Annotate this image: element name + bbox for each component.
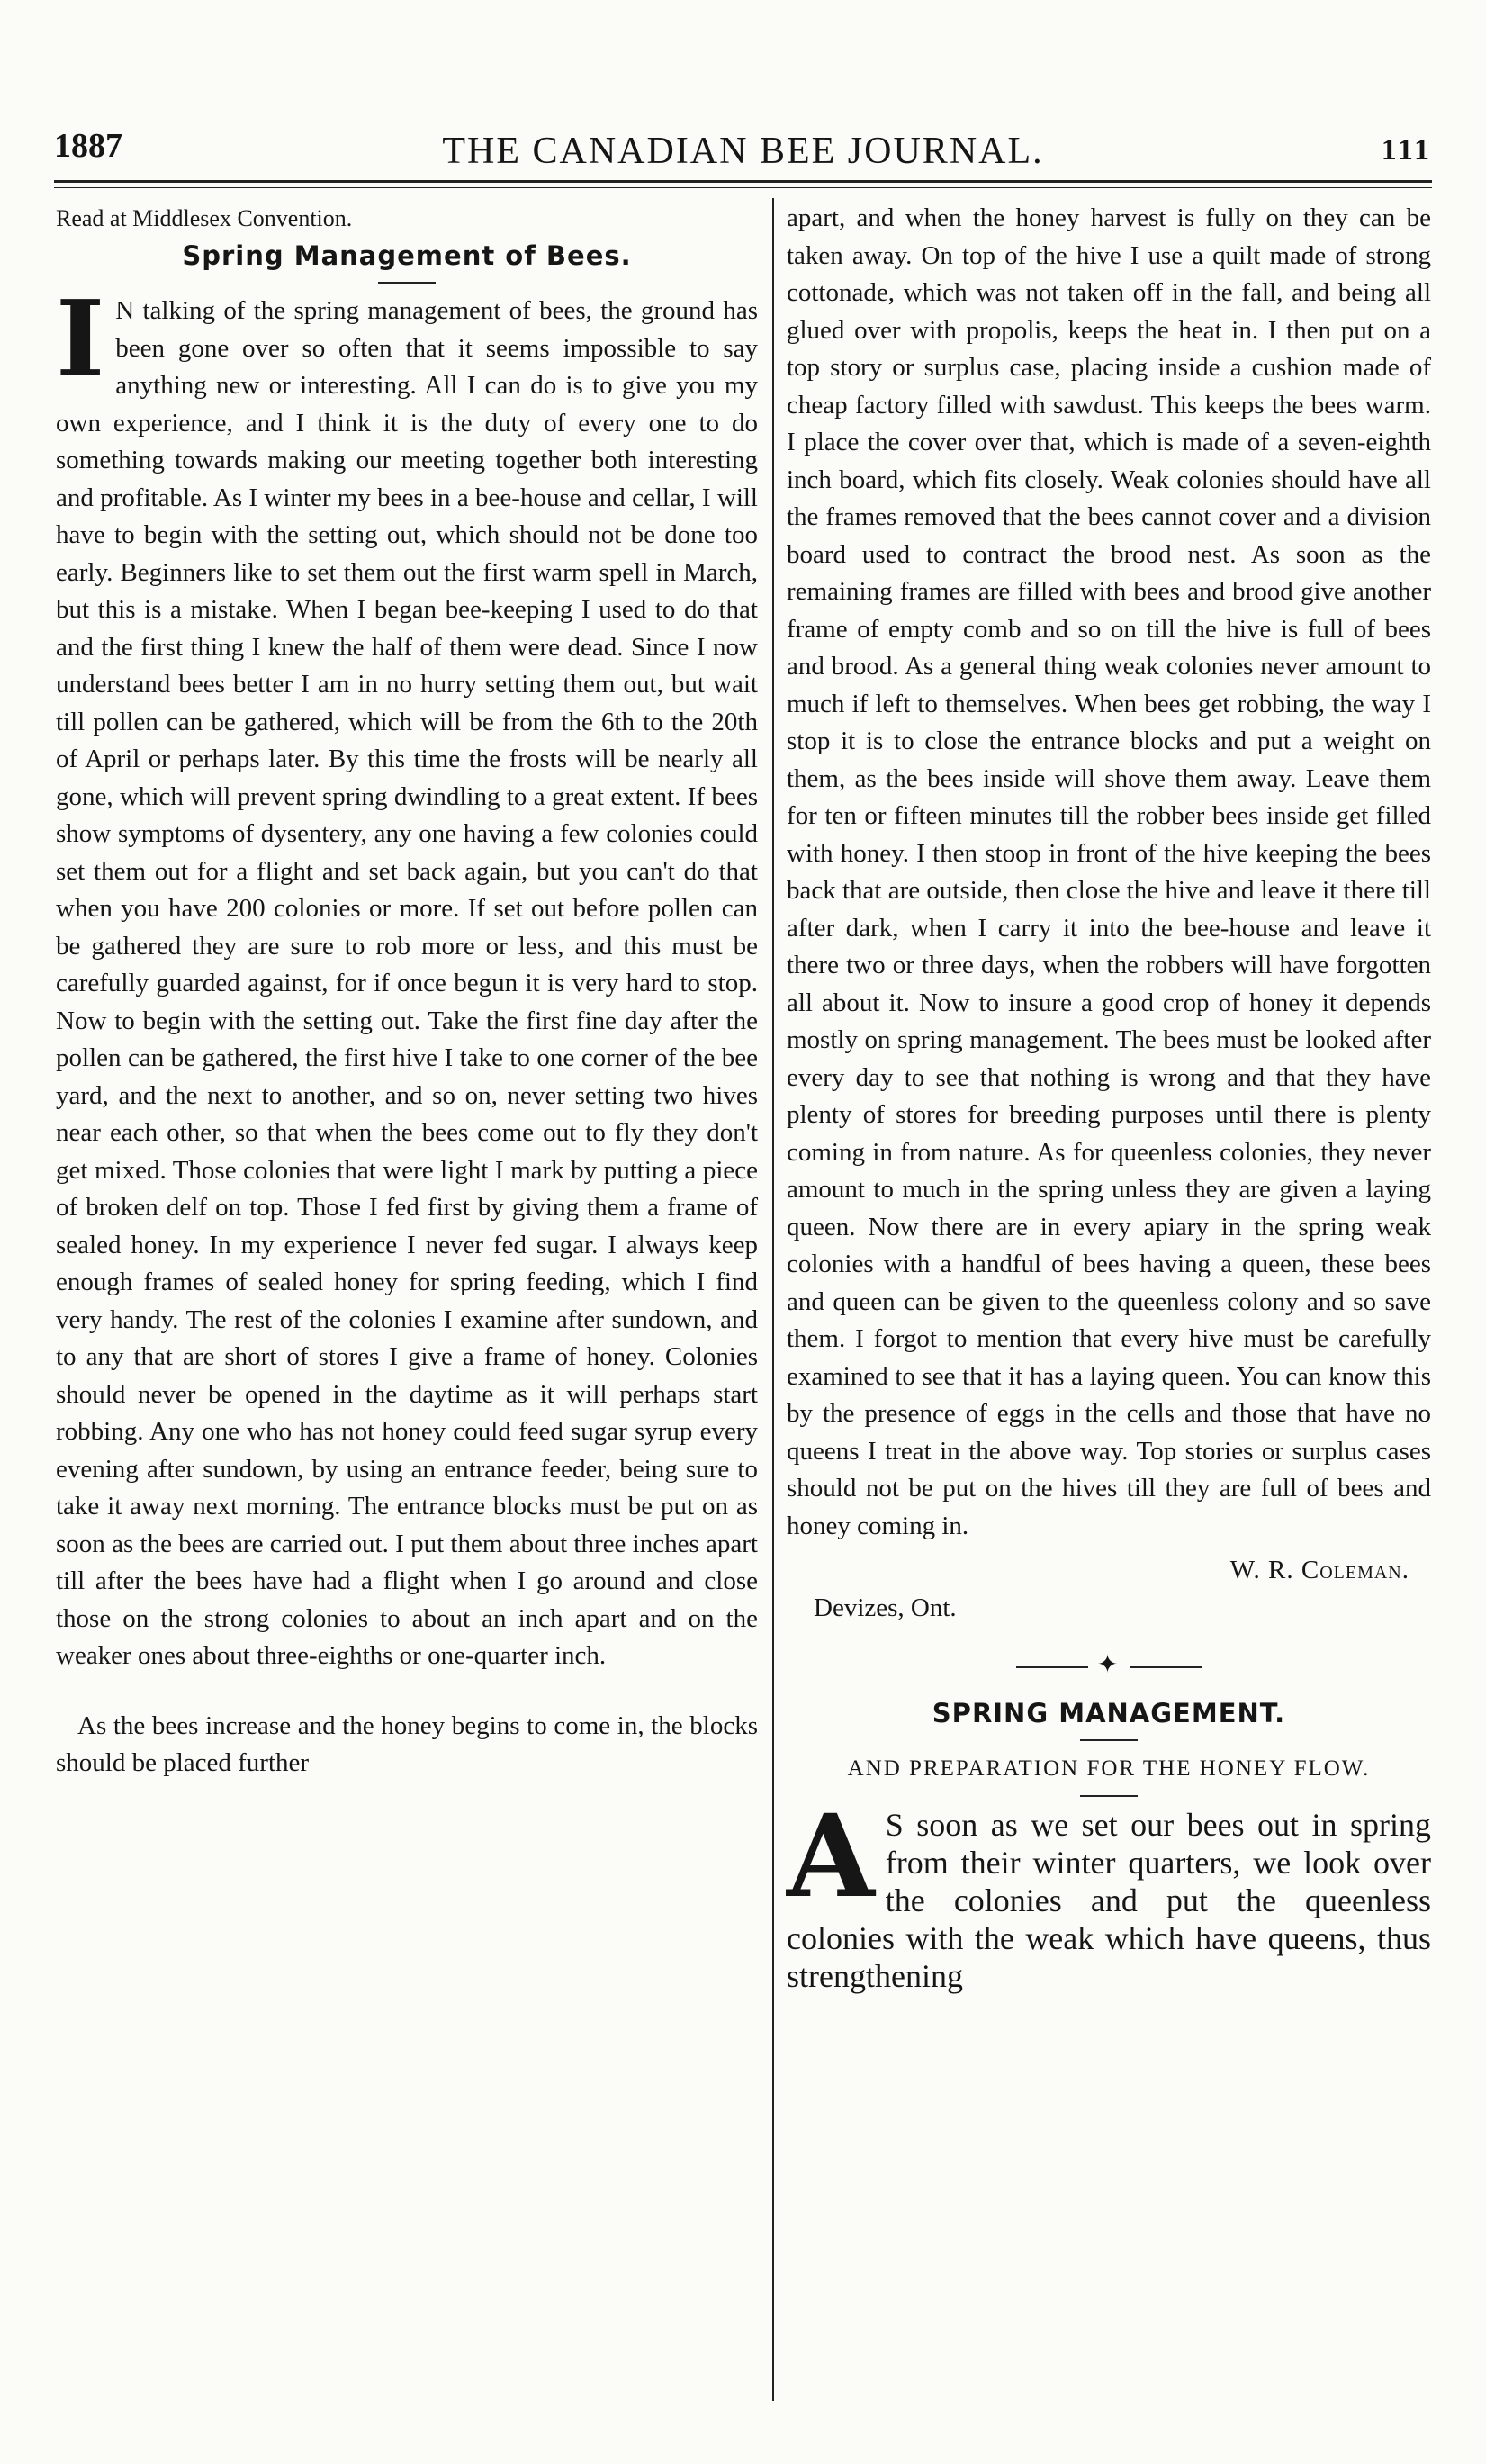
article2-paragraph xyxy=(787,1789,1431,1995)
header-rule xyxy=(54,180,1432,183)
column-divider xyxy=(772,198,774,2401)
author-location: Devizes, Ont. xyxy=(814,1593,957,1622)
article-title: Spring Management of Bees. xyxy=(182,239,632,271)
article-note: Read at Middlesex Convention. xyxy=(56,205,353,231)
paragraph-1-text: N talking of the spring management of bees, the ground has been gone over so often that it seems impossible to say anything new or interesting. All I can do is to give you my own experience, and I think it is the duty of every one to do something towards making our meeting together both interesting and profitable. As I winter my bees in a bee-house and cellar, I will have to begin with the setting out, which should not be done too early. Beginners like to set them out the first warm spell in March, but this is a mistake. When I began bee-keeping I used to do that and the first thing I knew the half of them were dead. Since I now understand bees better I am in no hurry setting them out, but wait till pollen can be gathered, which will be from the 6th to the 20th of April or perhaps later. By this time the frosts will be nearly all gone, which will prevent spring dwindling to a great extent. If bees show symptoms of dysentery, any one having a few colonies could set them out for a flight and set back again, but you can't do that when you have 200 colonies or more. If set out before pollen can be gathered they are sure to rob more or less, and this must be carefully guarded against, for if once begun it is very hard to stop. Now to begin with the setting out. Take the first fine day after the pollen can be gathered, the first hive I take to one corner of the bee yard, and the next to another, and so on, never setting two hives near each other, so that when the bees come out to fly they don't get mixed. Those colonies that were light I mark by putting a piece of broken delf on top. Those I fed first by giving them a frame of sealed honey. In my experience I never fed sugar. I always keep enough frames of sealed honey for spring feeding, which I find very handy. The rest of the colonies I examine after sundown, and to any that are short of stores I give a frame of honey. Colonies should never be opened in the daytime as it will perhaps start robbing. Any one who has not honey could feed sugar syrup every evening after sundown, by using an entrance feeder, being sure to take it away next morning. The entrance blocks must be put on as soon as the bees are carried out. I put them about three inches apart till after the bees have had a flight when I go around and close those on the strong colonies to about an inch apart and on the weaker ones about three-eighths or one-quarter inch. xyxy=(56,296,758,1670)
right-column xyxy=(787,200,1431,1995)
left-column xyxy=(56,200,758,1783)
journal-title: THE CANADIAN BEE JOURNAL. xyxy=(442,131,1044,172)
article2-subtitle: AND PREPARATION FOR THE HONEY FLOW. xyxy=(847,1756,1371,1781)
header-rule-thin xyxy=(54,187,1432,188)
page-number: 111 xyxy=(1381,133,1432,167)
article-paragraph-1 xyxy=(56,278,758,1675)
article2-title-rule xyxy=(1080,1739,1138,1741)
article-paragraph-2: As the bees increase and the honey begins to come in, the blocks should be placed further xyxy=(56,1710,758,1777)
article2-title: SPRING MANAGEMENT. xyxy=(932,1697,1286,1728)
title-rule xyxy=(378,282,436,284)
header-year: 1887 xyxy=(54,127,122,165)
article2-subtitle-rule xyxy=(1080,1795,1138,1797)
article2-text: S soon as we set our bees out in spring from their winter quarters, we look over the colonies and put the queenless colonies with the weak which have queens, thus strengthening xyxy=(787,1806,1431,1994)
section-ornament: ✦ xyxy=(787,1647,1431,1684)
page-header xyxy=(54,126,1432,180)
drop-cap: I xyxy=(56,278,105,401)
article-paragraph-3: apart, and when the honey harvest is fully on they can be taken away. On top of the hive I use a quilt made of strong cottonade, which was not taken off in the fall, and being all glued over with propolis, keeps the heat in. I then put on a top story or surplus case, placing inside a cushion made of cheap factory filled with sawdust. This keeps the bees warm. I place the cover over that, which is made of a seven-eighth inch board, which fits closely. Weak colonies should have all the frames removed that the bees cannot cover and a division board used to contract the brood nest. As soon as the remaining frames are filled with bees and brood give another frame of empty comb and so on till the hive is full of bees and brood. As a general thing weak colonies never amount to much if left to themselves. When bees get robbing, the way I stop it is to close the entrance blocks and put a weight on them, as the bees inside will shove them away. Leave them for ten or fifteen minutes till the robber bees inside get filled with honey. I then stoop in front of the hive keeping the bees back that are outside, then close the hive and leave it there till after dark, when I carry it into the bee-house and leave it there two or three days, when the robbers will have forgotten all about it. Now to insure a good crop of honey it depends mostly on spring management. The bees must be looked after every day to see that nothing is wrong and that they have plenty of stores for breeding purposes until there is plenty coming in from nature. As for queenless colonies, they never amount to much in the spring unless they are given a laying queen. Now there are in every apiary in the spring weak colonies with a handful of bees having a queen, these bees and queen can be given to the queenless colony and so save them. I forgot to mention that every hive must be carefully examined to see that it has a laying queen. You can know this by the presence of eggs in the cells and those that have no queens I treat in the above way. Top stories or surplus cases should not be put on the hives till they are full of bees and honey coming in. xyxy=(787,203,1431,1540)
drop-cap-2: A xyxy=(787,1789,875,1923)
author-signature: W. R. Coleman. xyxy=(1229,1556,1409,1584)
